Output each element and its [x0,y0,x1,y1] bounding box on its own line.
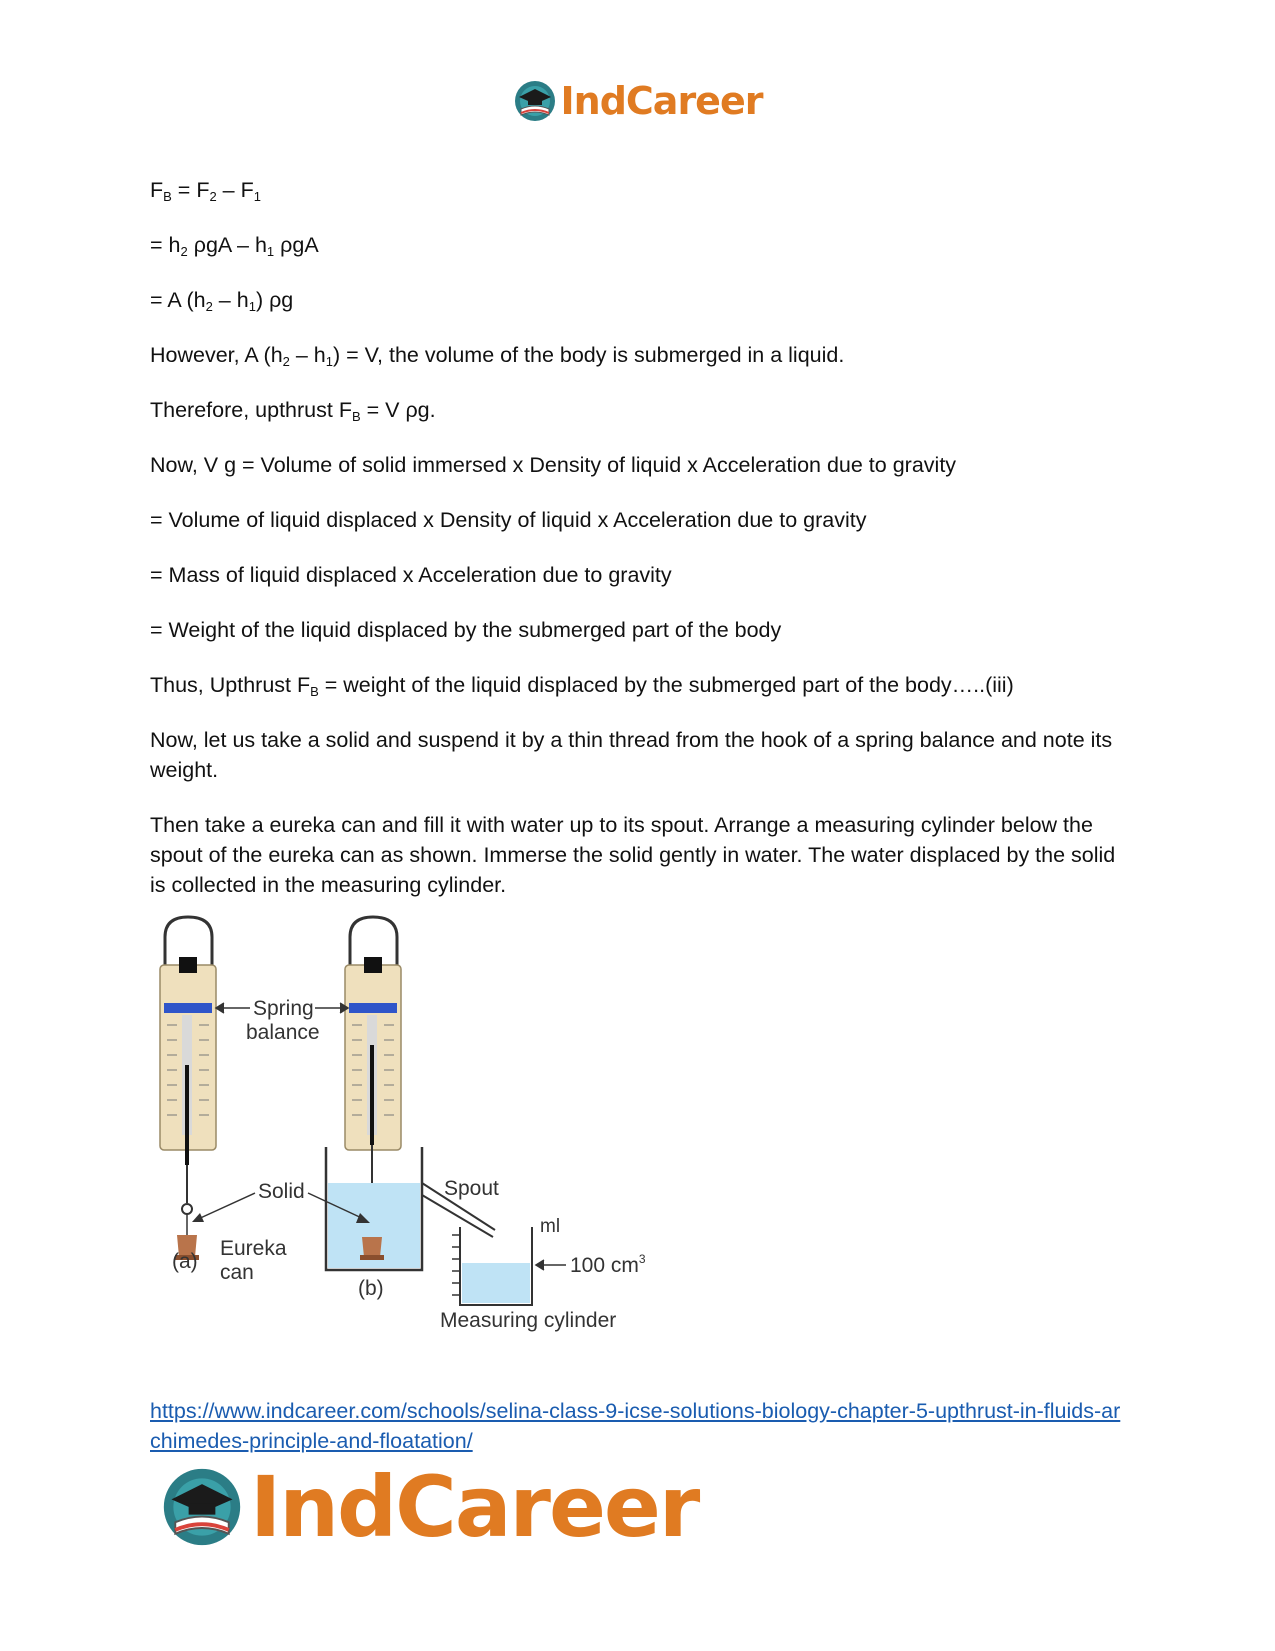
header-logo [0,76,1275,126]
label-spring: Spring [253,997,314,1020]
logo-text: IndCareer [250,1458,699,1556]
eureka-can-diagram [150,915,710,1355]
source-link[interactable]: https://www.indcareer.com/schools/selina-class-9-icse-solutions-biology-chapter-5-upthrust-in-fluids-archimedes-principle-and-floatation/ [150,1399,1121,1453]
paragraph-10: Thus, Upthrust $F_B$ = weight of the liquid displaced by the submerged part of the body…..(iii) [150,673,1014,699]
footer-logo [160,1458,699,1556]
paragraph-11: Now, let us take a solid and suspend it by a thin thread from the hook of a spring balance and note its weight. [150,728,1113,782]
measuring-cylinder [452,1227,532,1305]
paragraph-9: = Weight of the liquid displaced by the submerged part of the body [150,618,782,642]
graduate-book-icon [513,79,557,123]
label-measuring-cylinder: Measuring cylinder [440,1309,617,1332]
logo-text: IndCareer [560,79,763,123]
eureka-can [326,1147,495,1270]
label-solid: Solid [258,1180,305,1203]
equation-2: = $h_2$ ρgA – $h_1$ ρgA [150,233,319,259]
paragraph-7: = Volume of liquid displaced x Density of liquid x Acceleration due to gravity [150,508,867,532]
label-spout: Spout [444,1177,499,1200]
paragraph-6: Now, V g = Volume of solid immersed x Density of liquid x Acceleration due to gravity [150,453,957,477]
document-body [150,175,1130,925]
label-eureka: Eureka [220,1237,287,1260]
label-can: can [220,1261,254,1284]
equation-1: $F_B = F_2 - F_1$ [150,178,261,204]
paragraph-volume: However, A $(h_2 - h_1) = V$, the volume of the body is submerged in a liquid. [150,343,845,369]
equation-3: = A $(h_2 - h_1)$ ρg [150,288,294,314]
label-b: (b) [358,1277,384,1300]
paragraph-upthrust: Therefore, upthrust $F_B = V$ ρg. [150,398,436,424]
label-a: (a) [172,1250,198,1273]
graduate-book-icon [160,1465,244,1549]
label-balance: balance [246,1021,320,1044]
label-100: 100 $cm^3$ [570,1252,646,1277]
paragraph-8: = Mass of liquid displaced x Acceleration due to gravity [150,563,672,587]
label-ml: ml [540,1216,561,1237]
logo [513,79,763,123]
paragraph-12: Then take a eureka can and fill it with water up to its spout. Arrange a measuring cylinder below the spout of the eureka can as shown. Immerse the solid gently in water. The water displaced by the solid is collected in the measuring cylinder. [150,813,1116,897]
spring-balance-a [160,917,216,1260]
